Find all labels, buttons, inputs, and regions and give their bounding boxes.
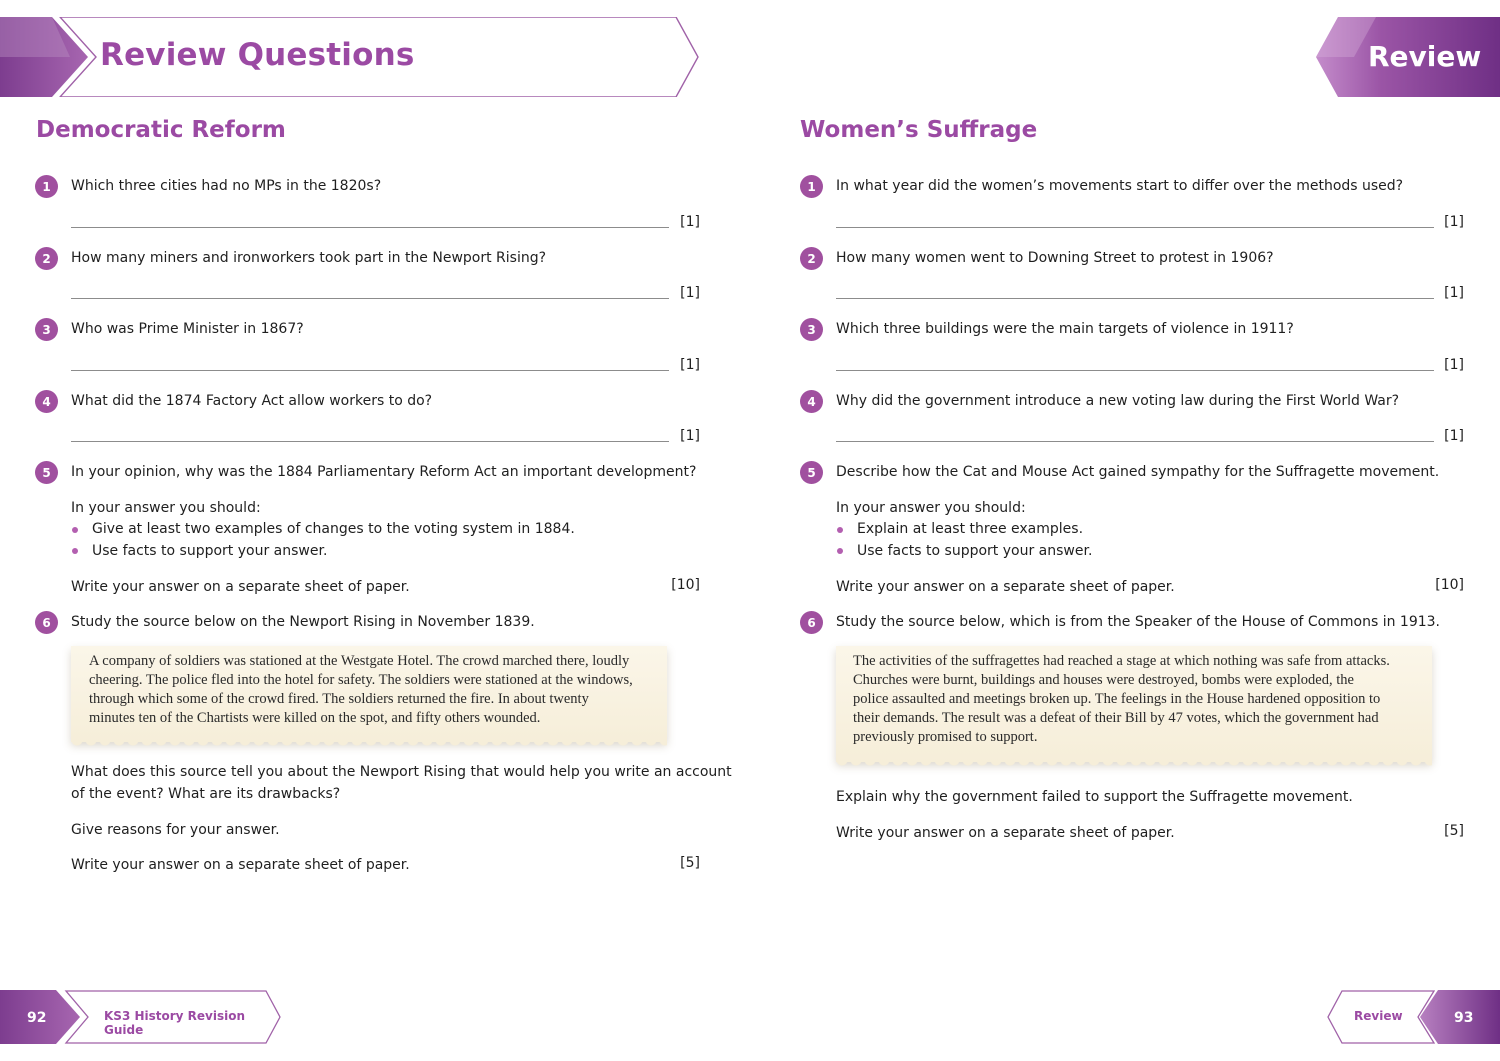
- question-mark: [1]: [680, 214, 700, 230]
- instruction-intro: In your answer you should:: [71, 500, 261, 516]
- question-number-badge: 5: [35, 461, 58, 484]
- question-mark: [5]: [1444, 823, 1464, 839]
- source-extract-box: [71, 646, 667, 742]
- page-number-left: 92: [27, 1010, 47, 1026]
- answer-line[interactable]: [71, 441, 669, 442]
- answer-line[interactable]: [71, 227, 669, 228]
- question-number-badge: 3: [35, 318, 58, 341]
- question-number-badge: 2: [800, 247, 823, 270]
- reasons-instruction: Give reasons for your answer.: [71, 822, 280, 838]
- write-instruction: Write your answer on a separate sheet of paper.: [836, 579, 1175, 595]
- source-line: minutes ten of the Chartists were killed on the spot, and fifty others wounded.: [89, 710, 541, 726]
- book-title-label: KS3 History Revision Guide: [104, 1009, 246, 1037]
- source-line: Churches were burnt, buildings and houses were destroyed, bombs were exploded, the: [853, 672, 1354, 688]
- question-number-badge: 1: [800, 175, 823, 198]
- question-mark: [1]: [1444, 214, 1464, 230]
- source-line: through which some of the crowd fired. The soldiers returned the fire. In about twenty: [89, 691, 589, 707]
- header-banner-left: [0, 17, 700, 97]
- question-number-badge: 1: [35, 175, 58, 198]
- question-mark: [10]: [671, 577, 700, 593]
- question-text: In your opinion, why was the 1884 Parliamentary Reform Act an important development?: [71, 464, 697, 480]
- source-line: previously promised to support.: [853, 729, 1038, 745]
- answer-line[interactable]: [71, 370, 669, 371]
- question-text: Who was Prime Minister in 1867?: [71, 321, 304, 337]
- question-text: Study the source below, which is from the Speaker of the House of Commons in 1913.: [836, 614, 1440, 630]
- bullet-point: [72, 527, 78, 533]
- question-text: Which three buildings were the main targets of violence in 1911?: [836, 321, 1294, 337]
- follow-up-question: What does this source tell you about the Newport Rising that would help you write an account: [71, 764, 732, 780]
- footer-right: [1326, 990, 1500, 1044]
- answer-line[interactable]: [71, 298, 669, 299]
- question-mark: [1]: [1444, 428, 1464, 444]
- source-extract-box: [836, 646, 1432, 762]
- question-number-badge: 6: [35, 611, 58, 634]
- write-instruction: Write your answer on a separate sheet of paper.: [71, 857, 410, 873]
- question-text: Why did the government introduce a new voting law during the First World War?: [836, 393, 1400, 409]
- question-text: Which three cities had no MPs in the 1820s?: [71, 178, 382, 194]
- source-line: their demands. The result was a defeat of their Bill by 47 votes, which the government had: [853, 710, 1379, 726]
- source-line: A company of soldiers was stationed at the Westgate Hotel. The crowd marched there, loudly: [89, 653, 630, 669]
- footer-right-shape: [1326, 990, 1500, 1044]
- question-mark: [10]: [1435, 577, 1464, 593]
- question-mark: [1]: [680, 428, 700, 444]
- bullet-point: [72, 548, 78, 554]
- question-text: Study the source below on the Newport Rising in November 1839.: [71, 614, 535, 630]
- question-mark: [5]: [680, 855, 700, 871]
- answer-line[interactable]: [836, 441, 1434, 442]
- question-mark: [1]: [680, 285, 700, 301]
- review-footer-label: Review: [1354, 1009, 1403, 1023]
- bullet-point: [837, 548, 843, 554]
- source-line: The activities of the suffragettes had reached a stage at which nothing was safe from attacks.: [853, 653, 1390, 669]
- instruction-bullet: Give at least two examples of changes to the voting system in 1884.: [92, 521, 575, 537]
- question-text: In what year did the women’s movements start to differ over the methods used?: [836, 178, 1404, 194]
- question-text: What did the 1874 Factory Act allow workers to do?: [71, 393, 433, 409]
- answer-line[interactable]: [836, 227, 1434, 228]
- header-banner-right: [1316, 17, 1500, 97]
- write-instruction: Write your answer on a separate sheet of paper.: [71, 579, 410, 595]
- instruction-bullet: Explain at least three examples.: [857, 521, 1084, 537]
- question-number-badge: 4: [800, 390, 823, 413]
- source-line: police assaulted and meetings broken up. The feelings in the House hardened opposition to: [853, 691, 1381, 707]
- question-mark: [1]: [680, 357, 700, 373]
- question-text: How many miners and ironworkers took part in the Newport Rising?: [71, 250, 547, 266]
- answer-line[interactable]: [836, 370, 1434, 371]
- instruction-intro: In your answer you should:: [836, 500, 1026, 516]
- question-number-badge: 6: [800, 611, 823, 634]
- question-number-badge: 5: [800, 461, 823, 484]
- footer-left: [0, 990, 284, 1044]
- section-title-womens-suffrage: Women’s Suffrage: [800, 117, 1038, 143]
- answer-line[interactable]: [836, 298, 1434, 299]
- section-title-democratic-reform: Democratic Reform: [36, 117, 286, 143]
- question-number-badge: 2: [35, 247, 58, 270]
- write-instruction: Write your answer on a separate sheet of paper.: [836, 825, 1175, 841]
- page-number-right: 93: [1454, 1010, 1474, 1026]
- question-text: Describe how the Cat and Mouse Act gained sympathy for the Suffragette movement.: [836, 464, 1440, 480]
- follow-up-question: Explain why the government failed to support the Suffragette movement.: [836, 789, 1353, 805]
- source-line: cheering. The police fled into the hotel for safety. The soldiers were stationed at the windows,: [89, 672, 633, 688]
- instruction-bullet: Use facts to support your answer.: [857, 543, 1093, 559]
- question-mark: [1]: [1444, 285, 1464, 301]
- question-number-badge: 3: [800, 318, 823, 341]
- instruction-bullet: Use facts to support your answer.: [92, 543, 328, 559]
- bullet-point: [837, 527, 843, 533]
- follow-up-question: of the event? What are its drawbacks?: [71, 786, 341, 802]
- question-mark: [1]: [1444, 357, 1464, 373]
- question-number-badge: 4: [35, 390, 58, 413]
- page-title: Review Questions: [100, 37, 415, 73]
- question-text: How many women went to Downing Street to protest in 1906?: [836, 250, 1274, 266]
- review-tab-title: Review: [1368, 40, 1482, 73]
